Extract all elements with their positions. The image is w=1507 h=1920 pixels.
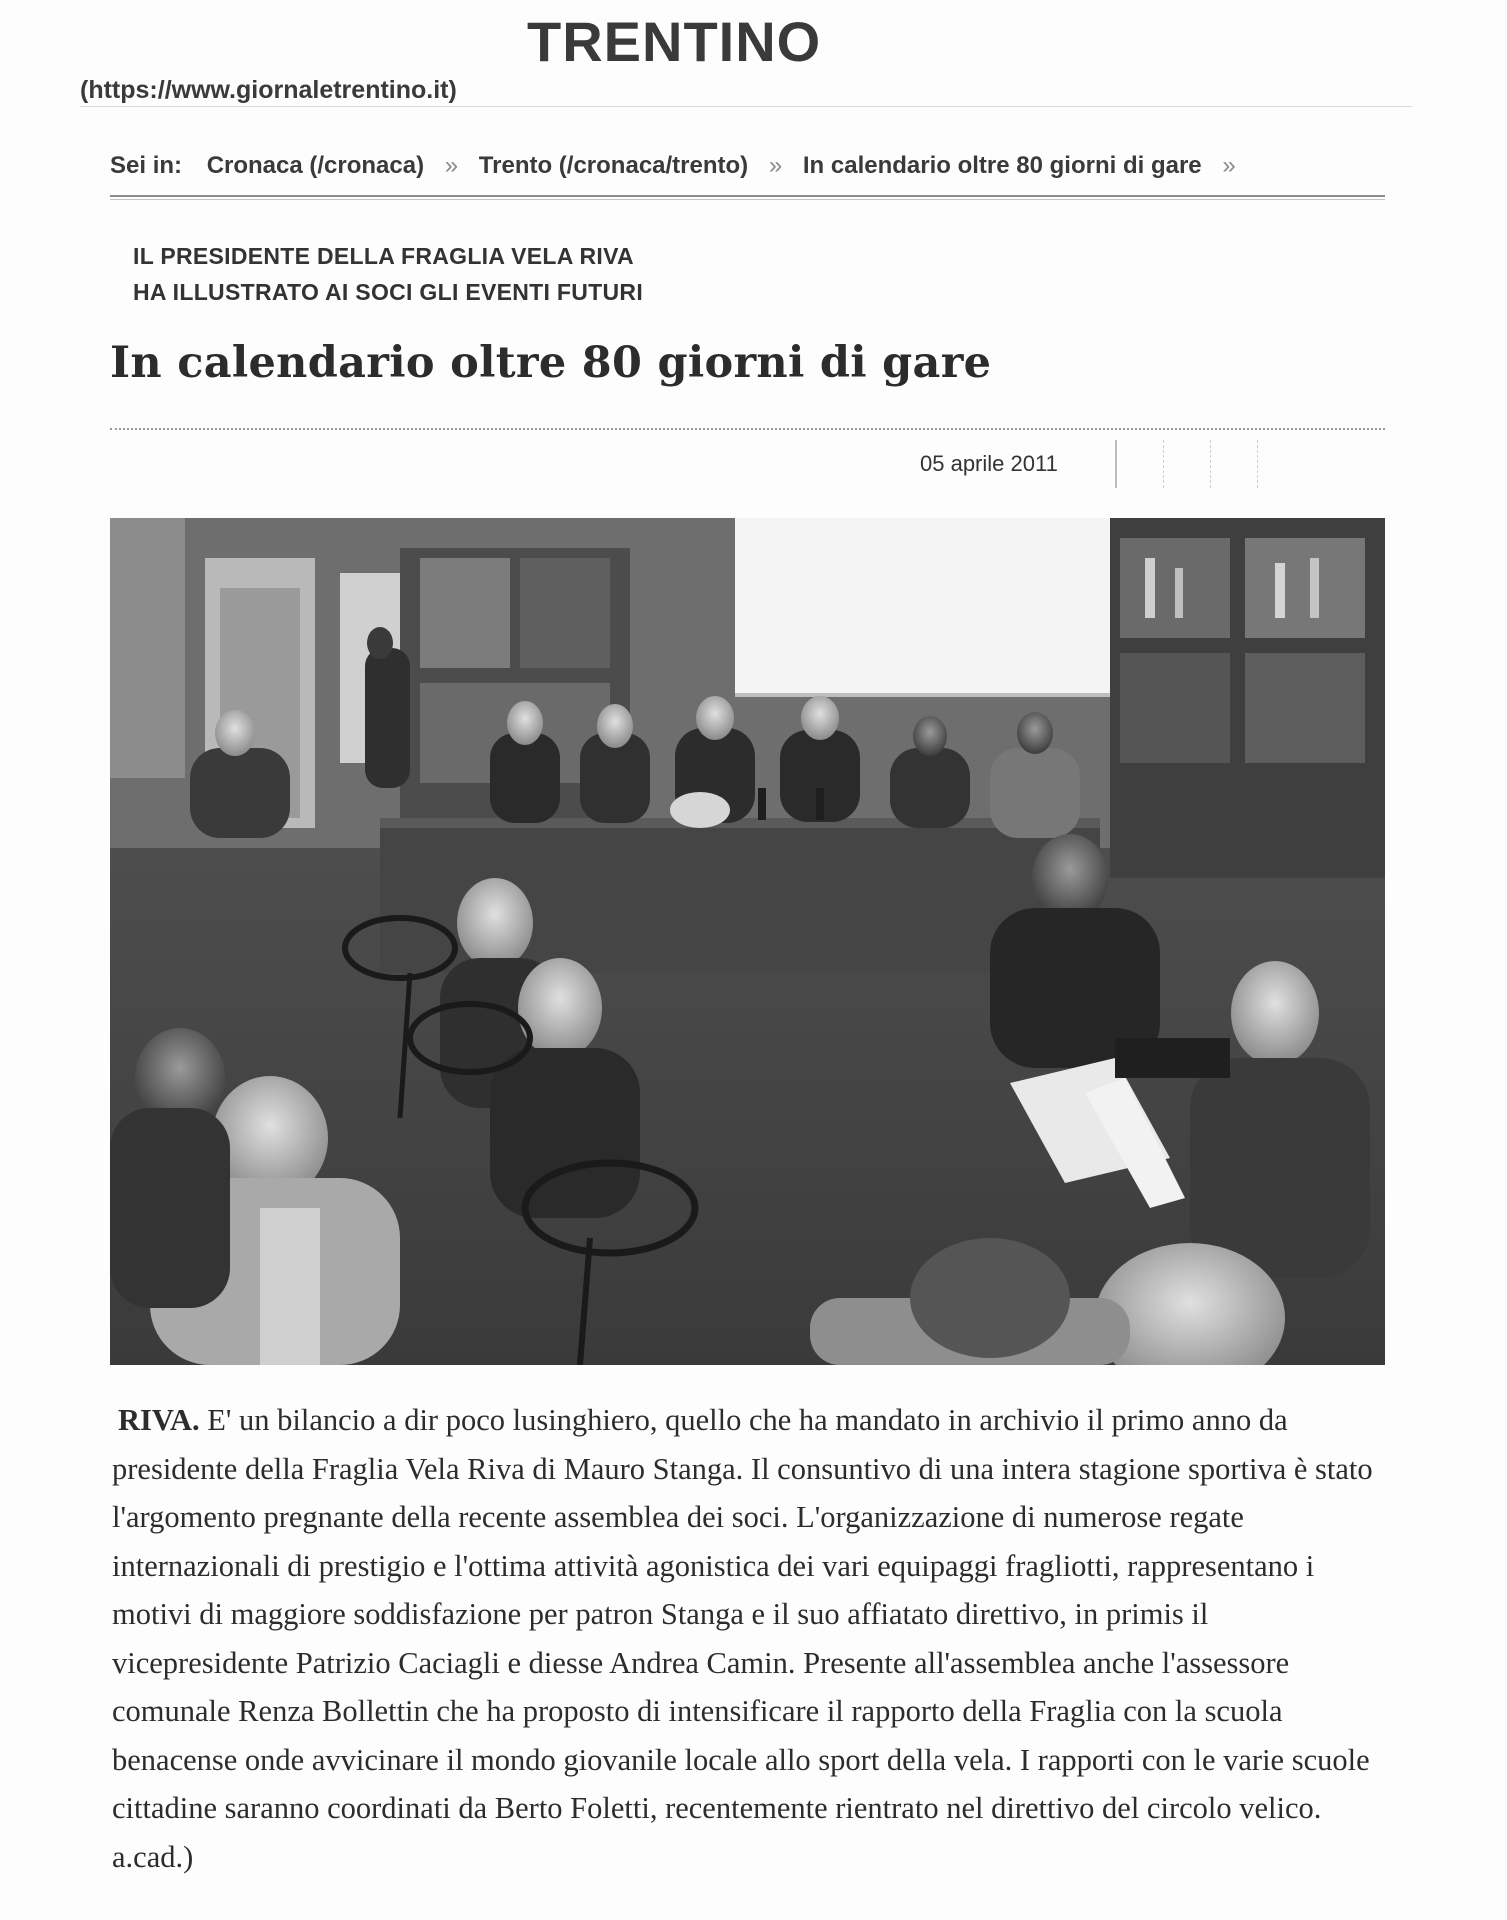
breadcrumb-lead: Sei in: [110,152,183,179]
share-slot [1115,440,1118,488]
article-kicker [133,238,643,310]
breadcrumb-item-trento[interactable]: Trento (/cronaca/trento) [478,152,749,179]
kicker-line-1: IL PRESIDENTE DELLA FRAGLIA VELA RIVA [133,243,634,269]
share-slot [1257,440,1259,488]
assembly-photo-illustration [110,518,1385,1365]
share-slot [1210,440,1212,488]
breadcrumb-item-current-article[interactable]: In calendario oltre 80 giorni di gare [802,152,1202,179]
breadcrumb [110,152,1250,180]
article-dateline: RIVA. [118,1403,200,1437]
article-body-text: E' un bilancio a dir poco lusinghiero, quello che ha mandato in archivio il primo anno da presidente della Fraglia Vela Riva di Mauro Stanga. Il consuntivo di una intera stagione sportiva è stato l'argomento pregnante della recente assemblea dei soci. L'organizzazione di numerose regate internazionali di prestigio e l'ottima attività agonistica dei vari equipaggi fragliotti, rappresentano i motivi di maggiore soddisfazione per patron Stanga e il suo affiatato direttivo, in primis il vicepresidente Patrizio Caciagli e diesse Andrea Camin. Presente all'assemblea anche l'assessore comunale Renza Bollettin che ha proposto di intensificare il rapporto della Fraglia con la scuola benacense onde avvicinare il mondo giovanile locale allo sport della vela. I rapporti con le varie scuole cittadine saranno coordinati da Berto Foletti, recentemente rientrato nel direttivo del circolo velico. a.cad.) [112,1403,1373,1874]
kicker-line-2: HA ILLUSTRATO AI SOCI GLI EVENTI FUTURI [133,279,644,305]
article-photo-assembly [110,518,1385,1365]
share-slot [1163,440,1165,488]
masthead-divider [80,106,1412,107]
newspaper-masthead: TRENTINO [527,10,822,73]
article-date: 05 aprile 2011 [920,451,1058,476]
breadcrumb-separator: » [768,152,783,179]
article-body [112,1396,1387,1881]
breadcrumb-divider [110,195,1385,200]
headline-divider [110,428,1385,430]
breadcrumb-item-cronaca[interactable]: Cronaca (/cronaca) [206,152,425,179]
share-bar-placeholder [1115,440,1345,488]
source-url: (https://www.giornaletrentino.it) [80,76,457,104]
article-headline: In calendario oltre 80 giorni di gare [110,338,992,388]
breadcrumb-separator: » [444,152,459,179]
breadcrumb-separator: » [1222,152,1236,179]
